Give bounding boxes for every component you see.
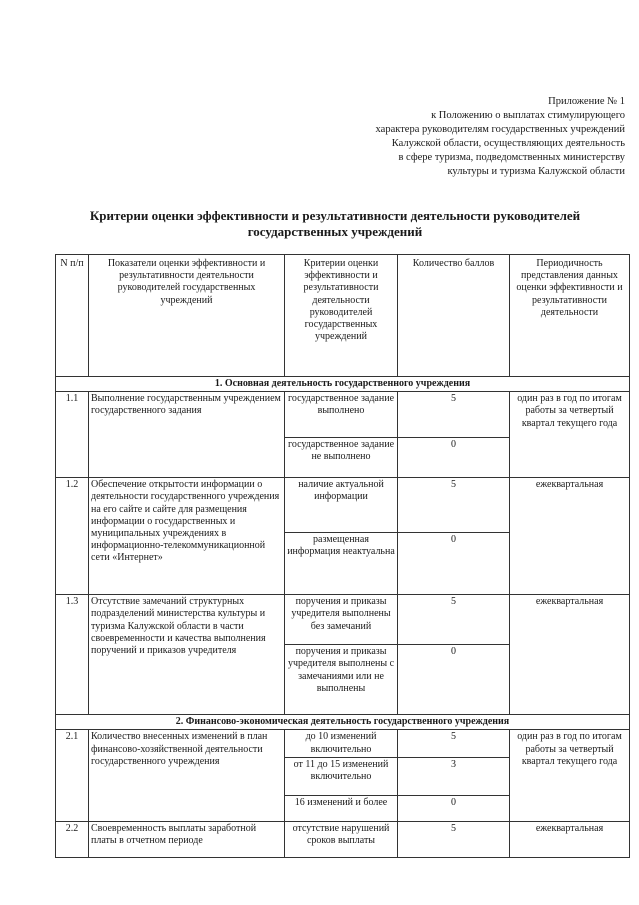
appendix-line: Калужской области, осуществляющих деятельность [391, 138, 625, 149]
period-cell: ежеквартальная [510, 821, 630, 857]
points-cell: 5 [398, 392, 510, 438]
header-indicator: Показатели оценки эффективности и результативности деятельности руководителей государственных учреждений [89, 255, 285, 377]
indicator-cell: Выполнение государственным учреждением государственного задания [89, 392, 285, 478]
points-cell: 3 [398, 757, 510, 795]
criterion-cell: отсутствие нарушений сроков выплаты [285, 821, 398, 857]
appendix-line: культуры и туризма Калужской области [447, 166, 625, 177]
points-cell: 5 [398, 595, 510, 645]
table-header-row [56, 255, 630, 377]
points-cell: 5 [398, 730, 510, 757]
indicator-cell: Отсутствие замечаний структурных подразделений министерства культуры и туризма Калужской области в части своевременности и качества выполнения поручений и приказов учредителя [89, 595, 285, 715]
section-title: 2. Финансово-экономическая деятельность государственного учреждения [56, 715, 630, 730]
appendix-reference [295, 95, 625, 179]
period-cell: один раз в год по итогам работы за четвертый квартал текущего года [510, 730, 630, 821]
indicator-cell: Обеспечение открытости информации о деятельности государственного учреждения на его сайте и сайте для размещения информации о государственных и муниципальных учреждениях в информационно-телекоммуникационной сети «Интернет» [89, 478, 285, 595]
row-number: 1.1 [56, 392, 89, 478]
appendix-line: характера руководителям государственных учреждений [375, 124, 625, 135]
row-number: 1.2 [56, 478, 89, 595]
row-number: 2.2 [56, 821, 89, 857]
criteria-table [55, 254, 630, 858]
criterion-cell: 16 изменений и более [285, 795, 398, 821]
document-title [40, 208, 630, 240]
header-num: N п/п [56, 255, 89, 377]
criterion-cell: поручения и приказы учредителя выполнены с замечаниями или не выполнены [285, 645, 398, 715]
table-row [56, 595, 630, 645]
points-cell: 0 [398, 645, 510, 715]
header-period: Периодичность представления данных оценки эффективности и результативности деятельности [510, 255, 630, 377]
period-cell: ежеквартальная [510, 478, 630, 595]
criterion-cell: государственное задание не выполнено [285, 438, 398, 478]
table-row [56, 392, 630, 438]
section-title: 1. Основная деятельность государственного учреждения [56, 377, 630, 392]
period-cell: один раз в год по итогам работы за четвертый квартал текущего года [510, 392, 630, 478]
criterion-cell: государственное задание выполнено [285, 392, 398, 438]
table-row [56, 730, 630, 757]
document-title-line-1: Критерии оценки эффективности и результативности деятельности руководителей [89, 208, 581, 223]
criterion-cell: наличие актуальной информации [285, 478, 398, 533]
table-row [56, 821, 630, 857]
indicator-cell: Своевременность выплаты заработной платы в отчетном периоде [89, 821, 285, 857]
section-row [56, 715, 630, 730]
row-number: 1.3 [56, 595, 89, 715]
criterion-cell: размещенная информация неактуальна [285, 533, 398, 595]
indicator-cell: Количество внесенных изменений в план финансово-хозяйственной деятельности государственного учреждения [89, 730, 285, 821]
appendix-line: в сфере туризма, подведомственных министерству [398, 152, 625, 163]
header-points: Количество баллов [398, 255, 510, 377]
criterion-cell: от 11 до 15 изменений включительно [285, 757, 398, 795]
section-row [56, 377, 630, 392]
points-cell: 5 [398, 821, 510, 857]
criterion-cell: до 10 изменений включительно [285, 730, 398, 757]
points-cell: 0 [398, 533, 510, 595]
appendix-line: Приложение № 1 [548, 96, 625, 107]
row-number: 2.1 [56, 730, 89, 821]
points-cell: 5 [398, 478, 510, 533]
period-cell: ежеквартальная [510, 595, 630, 715]
header-criteria: Критерии оценки эффективности и результативности деятельности руководителей государственных учреждений [285, 255, 398, 377]
points-cell: 0 [398, 795, 510, 821]
points-cell: 0 [398, 438, 510, 478]
criterion-cell: поручения и приказы учредителя выполнены без замечаний [285, 595, 398, 645]
table-row [56, 478, 630, 533]
document-title-line-2: государственных учреждений [247, 224, 423, 239]
appendix-line: к Положению о выплатах стимулирующего [431, 110, 625, 121]
